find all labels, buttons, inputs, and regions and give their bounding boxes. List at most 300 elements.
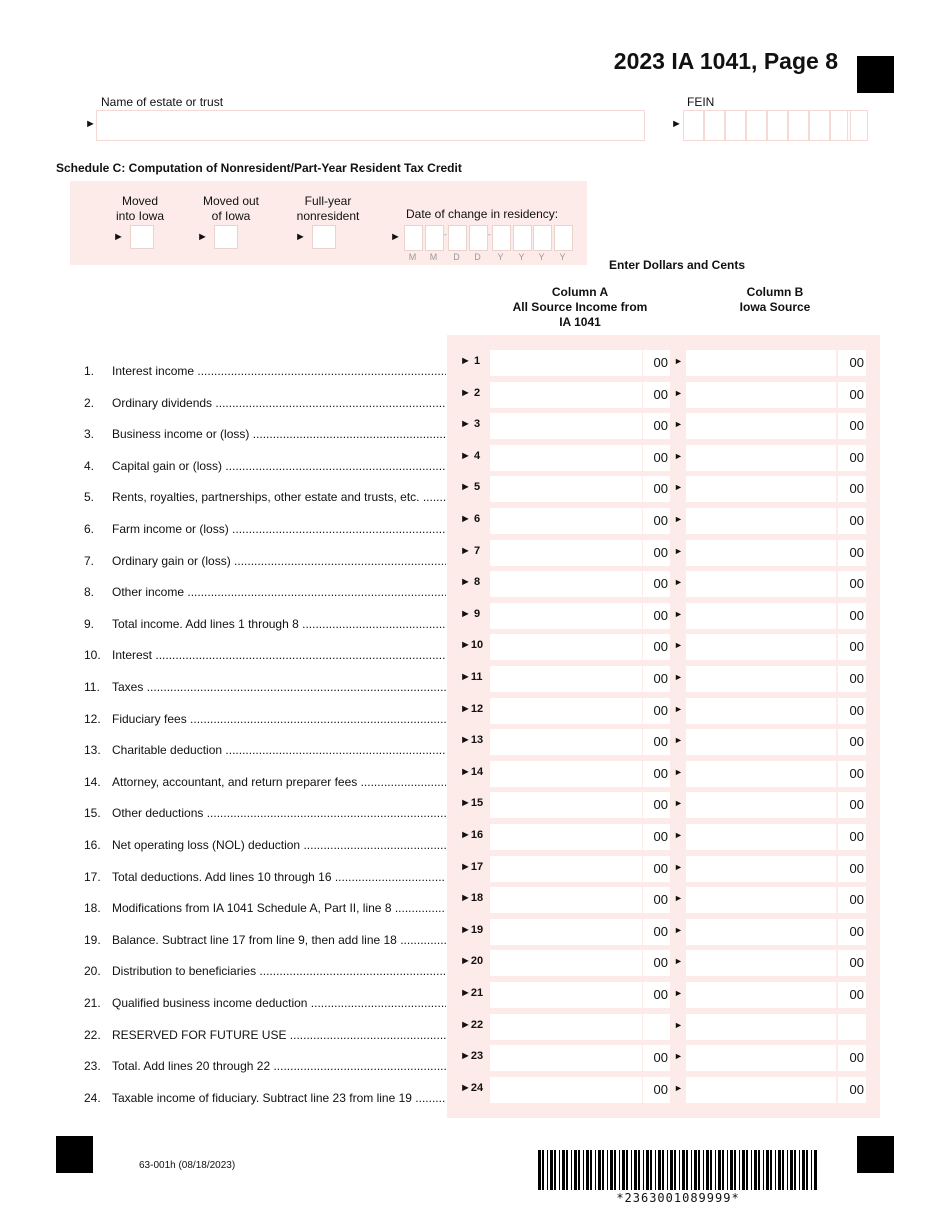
- dollars-and-cents-label: Enter Dollars and Cents: [608, 258, 746, 272]
- column-a-dollars-input[interactable]: [490, 666, 642, 692]
- barcode-bar: [770, 1150, 772, 1190]
- line-label: Total income. Add lines 1 through 8 .....: [112, 617, 446, 631]
- line-number: 1.: [84, 364, 95, 378]
- column-a-cents-input[interactable]: 00: [643, 919, 670, 945]
- barcode-bar: [554, 1150, 556, 1190]
- date-separator: -: [488, 230, 491, 239]
- arrow-icon: ►: [390, 231, 401, 243]
- date-placeholder: Y: [518, 252, 525, 262]
- line-ref: ►18: [460, 892, 484, 904]
- line-label: RESERVED FOR FUTURE USE .....: [112, 1028, 446, 1042]
- column-b-dollars-input[interactable]: [686, 413, 836, 439]
- fein-digit[interactable]: [788, 110, 809, 141]
- line-label: Other income .....: [112, 585, 446, 599]
- barcode-bar: [622, 1150, 625, 1190]
- date-placeholder: Y: [497, 252, 504, 262]
- line-number: 15.: [84, 806, 101, 820]
- line-number: 13.: [84, 743, 101, 757]
- barcode-bar: [746, 1150, 748, 1190]
- barcode-bar: [662, 1150, 664, 1190]
- barcode-bar: [794, 1150, 796, 1190]
- column-a-dollars-input[interactable]: [490, 476, 642, 502]
- line-ref: ►13: [460, 734, 484, 746]
- column-b-cents-input[interactable]: 00: [838, 508, 866, 534]
- barcode-bar: [670, 1150, 673, 1190]
- date-separator: -: [444, 230, 447, 239]
- barcode-bar: [718, 1150, 721, 1190]
- barcode-bar: [658, 1150, 661, 1190]
- fein-digit[interactable]: [767, 110, 788, 141]
- date-digit[interactable]: [404, 225, 423, 251]
- column-a-dollars-input[interactable]: [490, 761, 642, 787]
- barcode-bar: [682, 1150, 685, 1190]
- line-row: [0, 667, 950, 699]
- date-digit[interactable]: [533, 225, 552, 251]
- column-b-cents-input[interactable]: 00: [838, 887, 866, 913]
- barcode-bar: [598, 1150, 601, 1190]
- date-digit[interactable]: [469, 225, 488, 251]
- line-row: [0, 604, 950, 636]
- column-b-cents-input[interactable]: 00: [838, 698, 866, 724]
- column-b-cents-input[interactable]: 00: [838, 1077, 866, 1103]
- column-b-dollars-input[interactable]: [686, 1014, 836, 1040]
- barcode-bar: [679, 1150, 680, 1190]
- option-moved-into-label: Moved into Iowa: [115, 194, 165, 223]
- line-ref: ►24: [460, 1082, 484, 1094]
- line-ref: ►21: [460, 987, 484, 999]
- name-input[interactable]: [96, 110, 645, 141]
- barcode-bar: [571, 1150, 572, 1190]
- column-a-dollars-input[interactable]: [490, 634, 642, 660]
- line-number: 4.: [84, 459, 95, 473]
- line-row: [0, 383, 950, 415]
- arrow-icon: ►: [674, 388, 683, 398]
- arrow-icon: ►: [674, 1051, 683, 1061]
- column-b-cents-input[interactable]: 00: [838, 382, 866, 408]
- column-a-cents-input[interactable]: 00: [643, 887, 670, 913]
- barcode-bar: [646, 1150, 649, 1190]
- line-number: 20.: [84, 964, 101, 978]
- date-digit[interactable]: [448, 225, 467, 251]
- column-b-cents-input[interactable]: 00: [838, 729, 866, 755]
- column-a-cents-input[interactable]: 00: [643, 1045, 670, 1071]
- column-a-dollars-input[interactable]: [490, 445, 642, 471]
- line-label: Ordinary gain or (loss) .....: [112, 554, 446, 568]
- barcode-bar: [751, 1150, 752, 1190]
- arrow-icon: ►: [674, 609, 683, 619]
- arrow-icon: ►: [674, 1020, 683, 1030]
- column-a-dollars-input[interactable]: [490, 982, 642, 1008]
- fein-digit[interactable]: [683, 110, 704, 141]
- line-row: [0, 825, 950, 857]
- column-a-cents-input[interactable]: 00: [643, 950, 670, 976]
- column-a-cents-input[interactable]: 00: [643, 729, 670, 755]
- line-number: 12.: [84, 712, 101, 726]
- line-ref: ►15: [460, 797, 484, 809]
- column-a-dollars-input[interactable]: [490, 540, 642, 566]
- column-b-cents-input[interactable]: 00: [838, 445, 866, 471]
- column-a-dollars-input[interactable]: [490, 1045, 642, 1071]
- barcode-bar: [775, 1150, 776, 1190]
- date-placeholder: D: [453, 252, 460, 262]
- line-label: Rents, royalties, partnerships, other estate and trusts, etc. .....: [112, 490, 446, 504]
- line-number: 8.: [84, 585, 95, 599]
- line-label: Attorney, accountant, and return preparer fees .....: [112, 775, 446, 789]
- line-ref: ►12: [460, 703, 484, 715]
- column-a-dollars-input[interactable]: [490, 729, 642, 755]
- arrow-icon: ►: [674, 1083, 683, 1093]
- name-arrow-icon: ►: [85, 118, 96, 130]
- line-label: Interest income .....: [112, 364, 446, 378]
- full-year-nonresident-checkbox[interactable]: [312, 225, 336, 249]
- line-ref: ►17: [460, 861, 484, 873]
- line-ref: ►22: [460, 1019, 484, 1031]
- barcode-bar: [790, 1150, 793, 1190]
- date-placeholder: D: [474, 252, 481, 262]
- line-row: [0, 351, 950, 383]
- line-ref: ►16: [460, 829, 484, 841]
- barcode-bar: [727, 1150, 728, 1190]
- barcode-bar: [643, 1150, 644, 1190]
- column-a-dollars-input[interactable]: [490, 413, 642, 439]
- date-placeholder: M: [408, 252, 417, 262]
- column-a-cents-input[interactable]: 00: [643, 571, 670, 597]
- barcode-bar: [739, 1150, 740, 1190]
- line-label: Business income or (loss) .....: [112, 427, 446, 441]
- schedule-title: Schedule C: Computation of Nonresident/Part-Year Resident Tax Credit: [56, 161, 462, 175]
- arrow-icon: ►: [674, 514, 683, 524]
- column-b-cents-input[interactable]: 00: [838, 792, 866, 818]
- line-number: 14.: [84, 775, 101, 789]
- line-label: Farm income or (loss) .....: [112, 522, 446, 536]
- line-ref: ►10: [460, 639, 484, 651]
- fein-label: FEIN: [687, 95, 715, 109]
- registration-mark-bottom-right: [857, 1136, 894, 1173]
- arrow-icon: ►: [674, 988, 683, 998]
- name-label: Name of estate or trust: [101, 95, 224, 109]
- column-b-cents-input[interactable]: 00: [838, 634, 866, 660]
- fein-arrow-icon: ►: [671, 118, 682, 130]
- column-b-dollars-input[interactable]: [686, 729, 836, 755]
- barcode-bar: [578, 1150, 580, 1190]
- line-number: 11.: [84, 680, 100, 694]
- column-a-cents-input[interactable]: 00: [643, 666, 670, 692]
- date-digit[interactable]: [492, 225, 511, 251]
- moved-into-iowa-checkbox[interactable]: [130, 225, 154, 249]
- column-a-dollars-input[interactable]: [490, 792, 642, 818]
- column-a-dollars-input[interactable]: [490, 382, 642, 408]
- barcode-bar: [650, 1150, 652, 1190]
- line-number: 10.: [84, 648, 101, 662]
- column-b-cents-input[interactable]: 00: [838, 856, 866, 882]
- column-a-cents-input[interactable]: 00: [643, 982, 670, 1008]
- column-a-dollars-input[interactable]: [490, 856, 642, 882]
- date-digit[interactable]: [425, 225, 444, 251]
- line-ref: ►23: [460, 1050, 484, 1062]
- line-ref: ► 7: [460, 545, 481, 557]
- line-row: [0, 951, 950, 983]
- column-b-cents-input[interactable]: 00: [838, 350, 866, 376]
- line-label: Other deductions .....: [112, 806, 446, 820]
- arrow-icon: ►: [674, 704, 683, 714]
- column-b-dollars-input[interactable]: [686, 950, 836, 976]
- line-row: [0, 541, 950, 573]
- column-a-cents-input[interactable]: 00: [643, 413, 670, 439]
- barcode-bar: [614, 1150, 616, 1190]
- column-b-dollars-input[interactable]: [686, 856, 836, 882]
- arrow-icon: ►: [674, 862, 683, 872]
- column-a-dollars-input[interactable]: [490, 698, 642, 724]
- barcode-bar: [667, 1150, 668, 1190]
- barcode-bar: [691, 1150, 692, 1190]
- line-number: 9.: [84, 617, 95, 631]
- barcode-bar: [610, 1150, 613, 1190]
- barcode-bar: [799, 1150, 800, 1190]
- arrow-icon: ►: [674, 956, 683, 966]
- line-number: 6.: [84, 522, 95, 536]
- barcode: [538, 1150, 818, 1190]
- column-a-cents-input[interactable]: 00: [643, 476, 670, 502]
- column-b-dollars-input[interactable]: [686, 792, 836, 818]
- column-b-dollars-input[interactable]: [686, 919, 836, 945]
- column-a-dollars-input[interactable]: [490, 350, 642, 376]
- arrow-icon: ►: [674, 672, 683, 682]
- barcode-bar: [811, 1150, 812, 1190]
- barcode-bar: [655, 1150, 656, 1190]
- line-label: Charitable deduction .....: [112, 743, 446, 757]
- column-b-cents-input[interactable]: 00: [838, 982, 866, 1008]
- line-number: 18.: [84, 901, 101, 915]
- barcode-bar: [547, 1150, 548, 1190]
- barcode-bar: [802, 1150, 805, 1190]
- date-change-label: Date of change in residency:: [406, 207, 559, 221]
- option-moved-out-label: Moved out of Iowa: [202, 194, 260, 223]
- barcode-bar: [686, 1150, 688, 1190]
- fein-digit[interactable]: [809, 110, 830, 141]
- column-a-dollars-input[interactable]: [490, 508, 642, 534]
- column-b-dollars-input[interactable]: [686, 508, 836, 534]
- moved-out-of-iowa-checkbox[interactable]: [214, 225, 238, 249]
- registration-mark-top-right: [857, 56, 894, 93]
- line-number: 2.: [84, 396, 95, 410]
- column-a-dollars-input[interactable]: [490, 1077, 642, 1103]
- barcode-bar: [538, 1150, 541, 1190]
- column-a-cents-input[interactable]: 00: [643, 1077, 670, 1103]
- column-b-cents-input[interactable]: 00: [838, 1045, 866, 1071]
- line-label: Total deductions. Add lines 10 through 16 .....: [112, 870, 446, 884]
- line-number: 21.: [84, 996, 101, 1010]
- line-row: [0, 509, 950, 541]
- column-b-dollars-input[interactable]: [686, 571, 836, 597]
- barcode-bar: [715, 1150, 716, 1190]
- line-label: Balance. Subtract line 17 from line 9, then add line 18 .....: [112, 933, 446, 947]
- date-digit[interactable]: [513, 225, 532, 251]
- barcode-bar: [566, 1150, 568, 1190]
- registration-mark-bottom-left: [56, 1136, 93, 1173]
- line-ref: ► 6: [460, 513, 481, 525]
- column-b-cents-input[interactable]: [838, 1014, 866, 1040]
- column-b-cents-input[interactable]: 00: [838, 950, 866, 976]
- line-row: [0, 699, 950, 731]
- column-a-cents-input[interactable]: 00: [643, 603, 670, 629]
- column-b-cents-input[interactable]: 00: [838, 603, 866, 629]
- line-ref: ►19: [460, 924, 484, 936]
- barcode-bar: [559, 1150, 560, 1190]
- column-b-cents-input[interactable]: 00: [838, 413, 866, 439]
- page-title: 2023 IA 1041, Page 8: [613, 48, 838, 74]
- column-b-dollars-input[interactable]: [686, 887, 836, 913]
- date-placeholder: Y: [538, 252, 545, 262]
- line-number: 3.: [84, 427, 95, 441]
- fein-digit[interactable]: [704, 110, 725, 141]
- arrow-icon: ►: [674, 356, 683, 366]
- column-b-cents-input[interactable]: 00: [838, 919, 866, 945]
- line-row: [0, 730, 950, 762]
- barcode-bar: [787, 1150, 788, 1190]
- line-label: Fiduciary fees .....: [112, 712, 446, 726]
- barcode-bar: [595, 1150, 596, 1190]
- column-b-dollars-input[interactable]: [686, 698, 836, 724]
- column-b-dollars-input[interactable]: [686, 761, 836, 787]
- line-number: 17.: [84, 870, 101, 884]
- line-row: [0, 857, 950, 889]
- column-a-cents-input[interactable]: 00: [643, 540, 670, 566]
- line-number: 23.: [84, 1059, 101, 1073]
- arrow-icon: ►: [674, 735, 683, 745]
- arrow-icon: ►: [113, 231, 124, 243]
- barcode-bar: [706, 1150, 709, 1190]
- column-a-cents-input[interactable]: 00: [643, 350, 670, 376]
- arrow-icon: ►: [674, 419, 683, 429]
- line-label: Qualified business income deduction .....: [112, 996, 446, 1010]
- column-a-dollars-input[interactable]: [490, 887, 642, 913]
- line-row: [0, 414, 950, 446]
- barcode-bar: [763, 1150, 764, 1190]
- barcode-bar: [574, 1150, 577, 1190]
- column-a-cents-input[interactable]: 00: [643, 824, 670, 850]
- column-a-dollars-input[interactable]: [490, 603, 642, 629]
- arrow-icon: ►: [674, 482, 683, 492]
- fein-digit[interactable]: [847, 110, 868, 141]
- barcode-bar: [806, 1150, 808, 1190]
- line-ref: ► 8: [460, 576, 481, 588]
- fein-digit[interactable]: [725, 110, 746, 141]
- column-a-dollars-input[interactable]: [490, 1014, 642, 1040]
- column-a-cents-input[interactable]: 00: [643, 856, 670, 882]
- line-row: [0, 635, 950, 667]
- arrow-icon: ►: [674, 577, 683, 587]
- column-b-cents-input[interactable]: 00: [838, 666, 866, 692]
- line-row: [0, 1046, 950, 1078]
- arrow-icon: ►: [674, 798, 683, 808]
- column-b-cents-input[interactable]: 00: [838, 571, 866, 597]
- barcode-bar: [590, 1150, 592, 1190]
- line-number: 19.: [84, 933, 101, 947]
- column-a-cents-input[interactable]: 00: [643, 382, 670, 408]
- arrow-icon: ►: [674, 640, 683, 650]
- date-placeholder: M: [429, 252, 438, 262]
- barcode-bar: [583, 1150, 584, 1190]
- barcode-bar: [586, 1150, 589, 1190]
- column-b-cents-input[interactable]: 00: [838, 540, 866, 566]
- fein-digit[interactable]: [746, 110, 767, 141]
- column-b-dollars-input[interactable]: [686, 982, 836, 1008]
- line-label: Interest .....: [112, 648, 446, 662]
- barcode-bar: [782, 1150, 784, 1190]
- column-b-dollars-input[interactable]: [686, 1045, 836, 1071]
- barcode-bar: [674, 1150, 676, 1190]
- column-b-header: Column B Iowa Source: [739, 285, 811, 314]
- line-ref: ►20: [460, 955, 484, 967]
- column-b-dollars-input[interactable]: [686, 476, 836, 502]
- line-ref: ► 5: [460, 481, 481, 493]
- column-b-dollars-input[interactable]: [686, 540, 836, 566]
- column-b-cents-input[interactable]: 00: [838, 824, 866, 850]
- column-b-dollars-input[interactable]: [686, 666, 836, 692]
- barcode-text: *2363001089999*: [616, 1191, 740, 1205]
- column-b-dollars-input[interactable]: [686, 603, 836, 629]
- line-number: 7.: [84, 554, 95, 568]
- barcode-bar: [742, 1150, 745, 1190]
- column-a-cents-input[interactable]: 00: [643, 508, 670, 534]
- line-row: [0, 762, 950, 794]
- barcode-bar: [734, 1150, 736, 1190]
- column-a-cents-input[interactable]: 00: [643, 445, 670, 471]
- column-b-cents-input[interactable]: 00: [838, 761, 866, 787]
- column-b-dollars-input[interactable]: [686, 634, 836, 660]
- column-a-cents-input[interactable]: [643, 1014, 670, 1040]
- column-a-cents-input[interactable]: 00: [643, 792, 670, 818]
- barcode-bar: [730, 1150, 733, 1190]
- column-b-cents-input[interactable]: 00: [838, 476, 866, 502]
- arrow-icon: ►: [674, 830, 683, 840]
- line-row: [0, 793, 950, 825]
- barcode-bar: [634, 1150, 637, 1190]
- column-b-dollars-input[interactable]: [686, 824, 836, 850]
- column-a-dollars-input[interactable]: [490, 919, 642, 945]
- column-a-cents-input[interactable]: 00: [643, 634, 670, 660]
- form-id: 63-001h (08/18/2023): [139, 1160, 236, 1171]
- barcode-bar: [638, 1150, 640, 1190]
- line-label: Taxes .....: [112, 680, 446, 694]
- barcode-bar: [694, 1150, 697, 1190]
- column-b-dollars-input[interactable]: [686, 1077, 836, 1103]
- arrow-icon: ►: [674, 893, 683, 903]
- barcode-bar: [631, 1150, 632, 1190]
- line-ref: ►14: [460, 766, 484, 778]
- column-a-dollars-input[interactable]: [490, 824, 642, 850]
- arrow-icon: ►: [197, 231, 208, 243]
- barcode-bar: [766, 1150, 769, 1190]
- barcode-bar: [607, 1150, 608, 1190]
- line-label: Total. Add lines 20 through 22 .....: [112, 1059, 446, 1073]
- column-a-dollars-input[interactable]: [490, 950, 642, 976]
- date-digit[interactable]: [554, 225, 573, 251]
- barcode-bar: [703, 1150, 704, 1190]
- column-a-cents-input[interactable]: 00: [643, 761, 670, 787]
- arrow-icon: ►: [674, 925, 683, 935]
- line-ref: ► 3: [460, 418, 481, 430]
- line-number: 24.: [84, 1091, 101, 1105]
- barcode-bar: [698, 1150, 700, 1190]
- line-label: Taxable income of fiduciary. Subtract line 23 from line 19 .....: [112, 1091, 446, 1105]
- column-a-dollars-input[interactable]: [490, 571, 642, 597]
- column-b-dollars-input[interactable]: [686, 382, 836, 408]
- column-b-dollars-input[interactable]: [686, 350, 836, 376]
- line-row: [0, 477, 950, 509]
- column-b-dollars-input[interactable]: [686, 445, 836, 471]
- column-a-cents-input[interactable]: 00: [643, 698, 670, 724]
